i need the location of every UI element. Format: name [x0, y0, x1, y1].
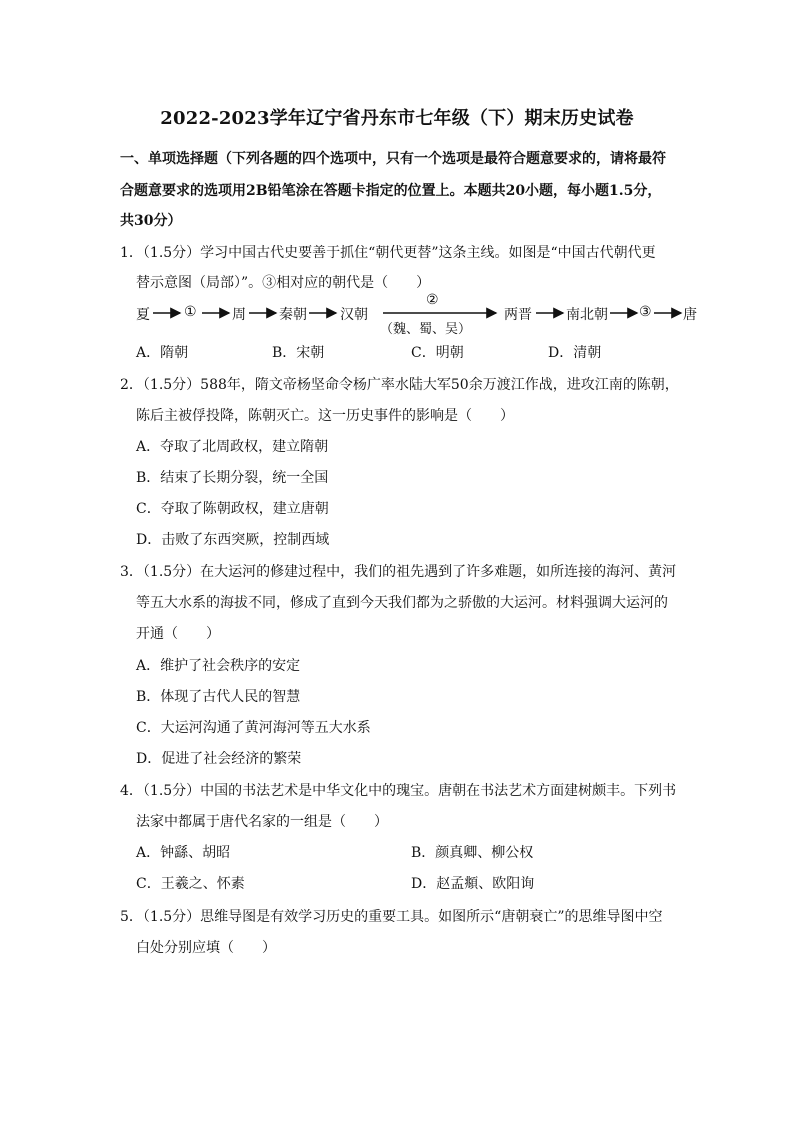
q1-stem-line-1: 1．（1.5分）学习中国古代史要善于抓住“朝代更替”这条主线。如图是“中国古代朝代更: [120, 245, 656, 261]
q4-option-c[interactable]: C．王羲之、怀素: [136, 876, 245, 892]
q1-option-d[interactable]: D．清朝: [548, 345, 602, 361]
page-title: 2022-2023学年辽宁省丹东市七年级（下）期末历史试卷: [160, 108, 634, 129]
node-tang: 唐: [683, 307, 697, 323]
q3-option-c[interactable]: C．大运河沟通了黄河海河等五大水系: [136, 720, 371, 736]
q3-stem-line-2: 等五大水系的海拔不同，修成了直到今天我们都为之骄傲的大运河。材料强调大运河的: [136, 595, 668, 611]
q2-option-c[interactable]: C．夺取了陈朝政权，建立唐朝: [136, 501, 329, 517]
q3-option-a[interactable]: A．维护了社会秩序的安定: [136, 658, 301, 674]
q3-option-b[interactable]: B．体现了古代人民的智慧: [136, 689, 301, 705]
section-instructions-line-3: 共30分）: [120, 213, 182, 229]
q4-option-b[interactable]: B．颜真卿、柳公权: [411, 845, 534, 861]
node-blank-2: ②: [426, 292, 439, 308]
node-three-kingdoms: （魏、蜀、吴）: [380, 322, 472, 337]
node-zhou: 周: [232, 307, 246, 323]
node-blank-1: ①: [184, 304, 197, 320]
q2-option-d[interactable]: D．击败了东西突厥，控制西域: [136, 532, 330, 548]
node-qin: 秦朝: [279, 307, 307, 323]
node-nanbeichao: 南北朝: [566, 307, 608, 323]
q1-option-b[interactable]: B．宋朝: [272, 345, 325, 361]
q4-option-d[interactable]: D．赵孟頫、欧阳询: [411, 876, 535, 892]
q5-stem-line-1: 5．（1.5分）思维导图是有效学习历史的重要工具。如图所示“唐朝衰亡”的思维导图中空: [120, 909, 663, 925]
q4-stem-line-2: 法家中都属于唐代名家的一组是（ ）: [136, 814, 388, 830]
q3-stem-line-3: 开通（ ）: [136, 626, 220, 642]
node-liangjin: 两晋: [504, 307, 532, 323]
section-instructions-line-2: 合题意要求的选项用2B铅笔涂在答题卡指定的位置上。本题共20小题，每小题1.5分，: [120, 183, 662, 199]
node-blank-3: ③: [639, 304, 652, 320]
q5-stem-line-2: 白处分别应填（ ）: [136, 940, 276, 956]
q1-option-a[interactable]: A．隋朝: [136, 345, 189, 361]
q1-stem-line-2: 替示意图（局部）”。③相对应的朝代是（ ）: [136, 275, 431, 291]
node-xia: 夏: [136, 307, 150, 323]
q4-option-a[interactable]: A．钟繇、胡昭: [136, 845, 231, 861]
section-instructions-line-1: 一、单项选择题（下列各题的四个选项中，只有一个选项是最符合题意要求的，请将最符: [120, 151, 666, 167]
q2-stem-line-1: 2．（1.5分）588年，隋文帝杨坚命令杨广率水陆大军50余万渡江作战，进攻江南的陈朝，: [120, 377, 679, 393]
q4-stem-line-1: 4．（1.5分）中国的书法艺术是中华文化中的瑰宝。唐朝在书法艺术方面建树颇丰。下列书: [120, 783, 677, 799]
dynasty-timeline-diagram: [136, 292, 716, 338]
q2-stem-line-2: 陈后主被俘投降，陈朝灭亡。这一历史事件的影响是（ ）: [136, 408, 514, 424]
q2-option-a[interactable]: A．夺取了北周政权，建立隋朝: [136, 439, 329, 455]
q3-stem-line-1: 3．（1.5分）在大运河的修建过程中，我们的祖先遇到了许多难题，如所连接的海河、黄河: [120, 564, 677, 580]
q2-option-b[interactable]: B．结束了长期分裂，统一全国: [136, 470, 329, 486]
q1-option-c[interactable]: C．明朝: [411, 345, 464, 361]
q3-option-d[interactable]: D．促进了社会经济的繁荣: [136, 751, 302, 767]
node-han: 汉朝: [340, 307, 368, 323]
